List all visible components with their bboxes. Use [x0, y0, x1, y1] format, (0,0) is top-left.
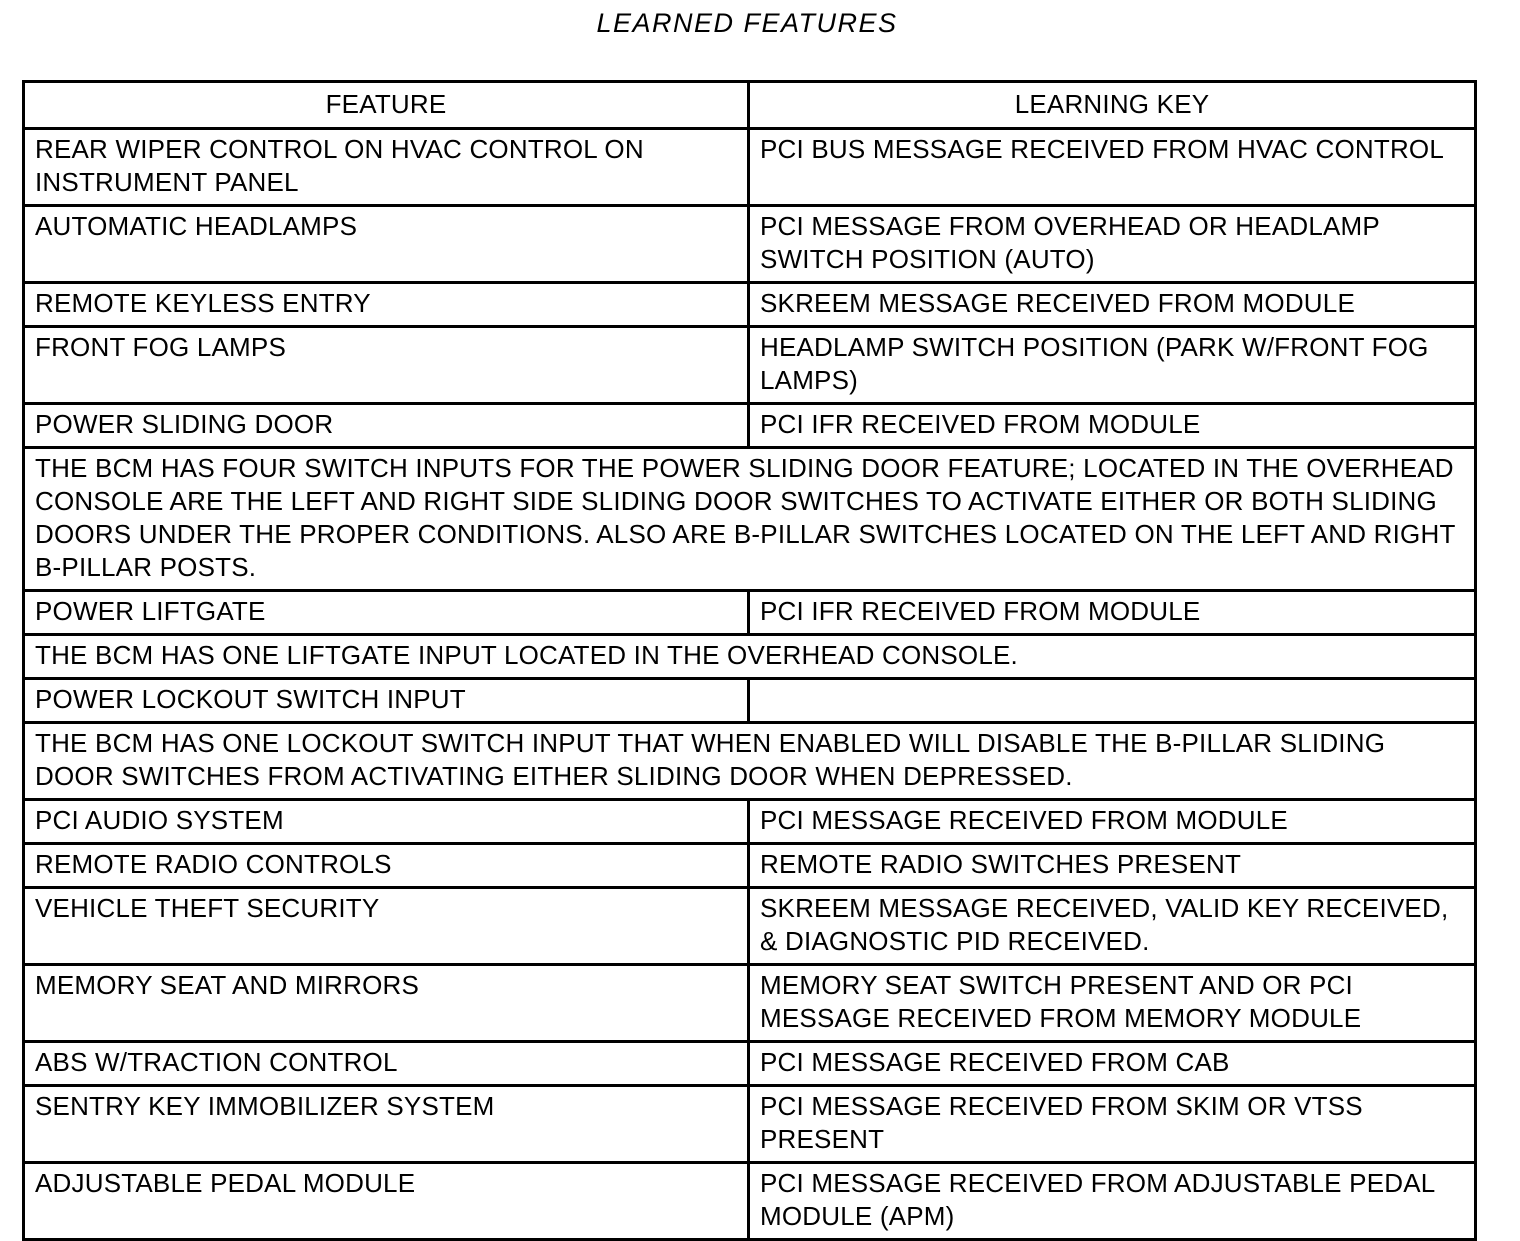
learned-features-table	[22, 80, 1477, 1241]
table-row	[24, 1163, 1476, 1240]
feature-cell: PCI AUDIO SYSTEM	[24, 800, 749, 844]
learning-key-cell: PCI IFR RECEIVED FROM MODULE	[749, 404, 1476, 448]
note-cell: THE BCM HAS ONE LIFTGATE INPUT LOCATED IN THE OVERHEAD CONSOLE.	[24, 635, 1476, 679]
learning-key-cell: MEMORY SEAT SWITCH PRESENT AND OR PCI MESSAGE RECEIVED FROM MEMORY MODULE	[749, 965, 1476, 1042]
table-row	[24, 1042, 1476, 1086]
learning-key-cell	[749, 679, 1476, 723]
table-row	[24, 404, 1476, 448]
learning-key-cell: SKREEM MESSAGE RECEIVED FROM MODULE	[749, 283, 1476, 327]
learning-key-cell: HEADLAMP SWITCH POSITION (PARK W/FRONT FOG LAMPS)	[749, 327, 1476, 404]
table-row	[24, 591, 1476, 635]
table-row	[24, 206, 1476, 283]
note-cell: THE BCM HAS ONE LOCKOUT SWITCH INPUT THAT WHEN ENABLED WILL DISABLE THE B-PILLAR SLIDING DOOR SWITCHES FROM ACTIVATING EITHER SLIDING DOOR WHEN DEPRESSED.	[24, 723, 1476, 800]
learning-key-cell: PCI BUS MESSAGE RECEIVED FROM HVAC CONTROL	[749, 129, 1476, 206]
feature-cell: REAR WIPER CONTROL ON HVAC CONTROL ON INSTRUMENT PANEL	[24, 129, 749, 206]
learning-key-cell: PCI MESSAGE FROM OVERHEAD OR HEADLAMP SWITCH POSITION (AUTO)	[749, 206, 1476, 283]
learning-key-cell: SKREEM MESSAGE RECEIVED, VALID KEY RECEIVED, & DIAGNOSTIC PID RECEIVED.	[749, 888, 1476, 965]
header-row	[24, 82, 1476, 129]
feature-cell: MEMORY SEAT AND MIRRORS	[24, 965, 749, 1042]
feature-cell: REMOTE RADIO CONTROLS	[24, 844, 749, 888]
table-note-row	[24, 723, 1476, 800]
feature-cell: POWER LIFTGATE	[24, 591, 749, 635]
learning-key-cell: PCI MESSAGE RECEIVED FROM MODULE	[749, 800, 1476, 844]
table-row	[24, 1086, 1476, 1163]
feature-cell: ADJUSTABLE PEDAL MODULE	[24, 1163, 749, 1240]
table-row	[24, 965, 1476, 1042]
learning-key-column-header: LEARNING KEY	[749, 82, 1476, 129]
feature-cell: FRONT FOG LAMPS	[24, 327, 749, 404]
table-row	[24, 679, 1476, 723]
feature-cell: ABS W/TRACTION CONTROL	[24, 1042, 749, 1086]
table-row	[24, 844, 1476, 888]
learning-key-cell: REMOTE RADIO SWITCHES PRESENT	[749, 844, 1476, 888]
feature-cell: AUTOMATIC HEADLAMPS	[24, 206, 749, 283]
feature-cell: POWER LOCKOUT SWITCH INPUT	[24, 679, 749, 723]
table-note-row	[24, 635, 1476, 679]
table-row	[24, 283, 1476, 327]
table-row	[24, 327, 1476, 404]
table-row	[24, 129, 1476, 206]
note-cell: THE BCM HAS FOUR SWITCH INPUTS FOR THE POWER SLIDING DOOR FEATURE; LOCATED IN THE OVERHEAD CONSOLE ARE THE LEFT AND RIGHT SIDE SLIDING DOOR SWITCHES TO ACTIVATE EITHER OR BOTH SLIDING DOORS UNDER THE PROPER CONDITIONS. ALSO ARE B-PILLAR SWITCHES LOCATED ON THE LEFT AND RIGHT B-PILLAR POSTS.	[24, 448, 1476, 591]
table-row	[24, 800, 1476, 844]
feature-column-header: FEATURE	[24, 82, 749, 129]
table-note-row	[24, 448, 1476, 591]
feature-cell: SENTRY KEY IMMOBILIZER SYSTEM	[24, 1086, 749, 1163]
feature-cell: REMOTE KEYLESS ENTRY	[24, 283, 749, 327]
table-row	[24, 888, 1476, 965]
learning-key-cell: PCI MESSAGE RECEIVED FROM CAB	[749, 1042, 1476, 1086]
feature-cell: VEHICLE THEFT SECURITY	[24, 888, 749, 965]
page-title: LEARNED FEATURES	[596, 8, 898, 38]
learning-key-cell: PCI MESSAGE RECEIVED FROM ADJUSTABLE PEDAL MODULE (APM)	[749, 1163, 1476, 1240]
feature-cell: POWER SLIDING DOOR	[24, 404, 749, 448]
learning-key-cell: PCI IFR RECEIVED FROM MODULE	[749, 591, 1476, 635]
learning-key-cell: PCI MESSAGE RECEIVED FROM SKIM OR VTSS PRESENT	[749, 1086, 1476, 1163]
